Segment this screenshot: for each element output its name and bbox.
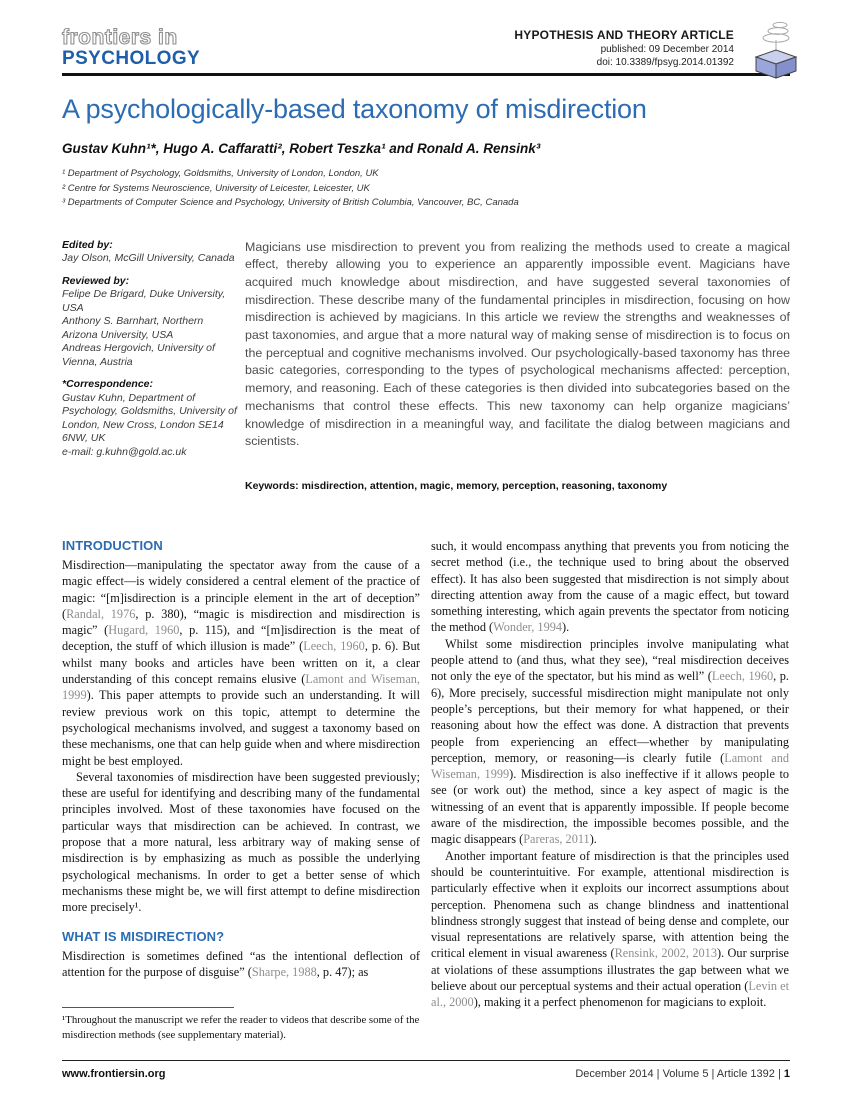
header-divider [62,73,790,76]
abstract-text: Magicians use misdirection to prevent you from realizing the methods used to create a magical effect, thereby allowing you to experience an apparently impossible event. Magicians have acquired much knowledge about misdirection, and have suggested several taxonomies of misdirection. These describe many of the fundamental principles in misdirection, focusing on how misdirection is achieved by magicians. In this article we review the strengths and weaknesses of past taxonomies, and argue that a more natural way of making sense of misdirection is to focus on the perceptual and cognitive mechanisms involved. Our psychologically-based taxonomy has three basic categories, corresponding to the types of psychological mechanisms affected: perception, memory, and reasoning. Each of these categories is then divided into subcategories based on the mechanisms that control these effects. This new taxonomy can help organize magicians’ knowledge of misdirection in a meaningful way, and facilitate the dialog between magicians and scientists. [245,239,790,449]
journal-logo [62,27,200,68]
citation-link[interactable]: Pareras, 2011 [523,832,590,847]
citation-link[interactable]: Sharpe, 1988 [251,964,317,979]
citation-link[interactable]: Hugard, 1960 [108,623,180,638]
editorial-sidebar [62,239,237,469]
sidebar-text: Andreas Hergovich, University of Vienna, Austria [62,342,215,368]
published-date: published: 09 December 2014 [600,44,734,55]
header [62,27,790,68]
text-segment: ). This paper attempts to provide such an understanding. It will review previous work on this topic, attempt to determine the psychological mechanisms involved, and suggest a taxonomy based on these mechanisms, one that can help guide when and where misdirection might be best employed. [62,688,420,768]
sidebar-group [62,378,237,459]
text-segment: , p. 6), More precisely, successful misdirection might manipulate not only people’s perceptions, but their memory for what happened, or their reasoning about how the effect was done. A distraction that prevents people from experiencing an effect—whether by manipulating perception, memory, or reasoning—is clearly futile ( [431,669,789,765]
section-heading: INTRODUCTION [62,538,163,553]
journal-logo-frontiers-in: frontiers in [62,26,178,49]
left-column [62,538,420,1011]
page-title: A psychologically-based taxonomy of misdirection [62,94,647,124]
footer-site-link[interactable]: www.frontiersin.org [62,1068,166,1080]
body-paragraph [431,538,789,636]
text-segment: , p. 115), and “[m]isdirection is the meat of deception, the stuff of which illusion is made” ( [62,623,420,654]
citation-link[interactable]: Levin et al., 2000 [431,979,789,1010]
sidebar-group-label: Reviewed by: [62,274,130,287]
footer-issue-text: December 2014 | Volume 5 | Article 1392 | [575,1068,784,1080]
text-segment: Another important feature of misdirection is that the principles used should be counterintuitive. For example, attentional misdirection is particularly effective when it exploits our incorrect assumptions about perception. Phenomena such as change blindness and inattentional blindness strongly suggest that instead of being dense and complete, our visual representations are relatively sparse, with attention being the critical element in visual awareness ( [431,848,789,961]
text-segment: Misdirection is sometimes defined “as the intentional deflection of attention for the purpose of disguise” ( [62,948,420,979]
body-paragraph [62,769,420,916]
section-heading: WHAT IS MISDIRECTION? [62,928,225,944]
footnote-text: ¹Throughout the manuscript we refer the reader to videos that describe some of the misdirection methods (see supplementary material). [62,1014,420,1041]
citation-link[interactable]: Rensink, 2002, 2013 [614,946,717,961]
sidebar-group [62,275,237,370]
text-segment: , p. 380), “magic is misdirection and misdirection is magic” ( [62,606,420,638]
sidebar-group-label: Edited by: [62,238,113,251]
article-type-label: HYPOTHESIS AND THEORY ARTICLE [514,28,734,42]
text-segment: such, it would encompass anything that prevents you from noticing the secret method (i.e., the technique used to bring about the observed effect). It has also been suggested that misdirection is not simply about directing attention away from the cause of a magic effect, but toward something interesting, which again prevents the spectator from noticing the method ( [431,539,789,635]
text-segment: ). [589,832,597,847]
text-segment: ). Misdirection is also ineffective if it allows people to see (or work out) the method, since a key aspect of magic is the witnessing of an event that is apparently impossible. If people become aware of the misdirection, the impossible becomes possible, and the magic disappears ( [431,767,790,847]
footnote-divider [62,1007,234,1008]
footer-page-number: 1 [783,1068,790,1080]
text-segment: ). [562,620,570,635]
footer-divider [62,1060,790,1061]
sidebar-text: Jay Olson, McGill University, Canada [62,252,235,264]
citation-link[interactable]: Wonder, 1994 [493,620,563,635]
sidebar-text: Anthony S. Barnhart, Northern Arizona University, USA [62,315,204,341]
text-segment: ). Our surprise at violations of these assumptions illustrates the gap between what we believe about our perceptual systems and their actual operation ( [431,946,789,994]
text-segment: , p. 6). But whilst many books and articles have been written on it, a clear understanding of this concept remains elusive ( [62,639,421,687]
right-column [431,538,789,1011]
footnote-block [62,1007,420,1042]
header-meta [514,28,734,68]
page-footer [62,1060,790,1080]
body-paragraph [62,557,420,769]
citation-link[interactable]: Lamont and Wiseman, 1999 [431,750,790,782]
correspondence-email-link[interactable]: e-mail: g.kuhn@gold.ac.uk [62,445,187,458]
abstract-section [62,239,790,469]
body-paragraph [431,636,789,848]
frontiers-cube-icon [752,18,800,85]
citation-link[interactable]: Lamont and Wiseman, 1999 [62,672,420,703]
article-body [62,538,790,1011]
sidebar-text: Felipe De Brigard, Duke University, USA [62,288,226,314]
affiliations [62,167,790,211]
affiliation-1: ¹ Department of Psychology, Goldsmiths, University of London, London, UK [62,168,379,179]
citation-link[interactable]: Leech, 1960 [711,669,774,684]
sidebar-group-label: *Correspondence: [62,378,154,390]
journal-logo-psychology: PSYCHOLOGY [62,48,201,69]
sidebar-group [62,239,237,266]
text-segment: ), making it a perfect phenomenon for magicians to exploit. [473,995,767,1010]
citation-link[interactable]: Randal, 1976 [66,606,136,621]
body-paragraph [62,948,420,981]
footer-issue-info [575,1068,790,1080]
citation-link[interactable]: Leech, 1960 [303,639,365,654]
text-segment: , p. 47); as [316,964,369,979]
keywords-line: Keywords: misdirection, attention, magic, memory, perception, reasoning, taxonomy [245,480,668,492]
text-segment: Misdirection—manipulating the spectator away from the cause of a magic effect—is widely considered a central element of the practice of magic: “[m]isdirection is a principle element in the art of deception” ( [62,558,420,621]
doi-text: doi: 10.3389/fpsyg.2014.01392 [596,57,734,68]
affiliation-2: ² Centre for Systems Neuroscience, University of Leicester, Leicester, UK [62,182,370,194]
text-segment: Several taxonomies of misdirection have been suggested previously; these are useful for identifying and describing many of the fundamental principles involved. Most of these taxonomies have focused on the particular ways that misdirection can be achieved. In contrast, we propose that a more natural, less arbitrary way of making sense of misdirection is by emphasizing as much as possible the underlying psychological mechanisms. In order to get a better sense of which mechanisms these might be, we will first attempt to define misdirection more precisely¹. [62,769,420,915]
body-paragraph [431,848,789,1011]
text-segment: Whilst some misdirection principles involve manipulating what people attend to (and thus, what they see), “real misdirection deceives not only the eye of the spectator, but his mind as well” ( [431,636,789,684]
sidebar-text: Gustav Kuhn, Department of Psychology, Goldsmiths, University of London, New Cross, London SE14 6NW, UK [62,391,237,444]
affiliation-3: ³ Departments of Computer Science and Psychology, University of British Columbia, Vancouver, BC, Canada [62,197,519,208]
authors-line: Gustav Kuhn¹*, Hugo A. Caffaratti², Robert Teszka¹ and Ronald A. Rensink³ [62,141,541,156]
